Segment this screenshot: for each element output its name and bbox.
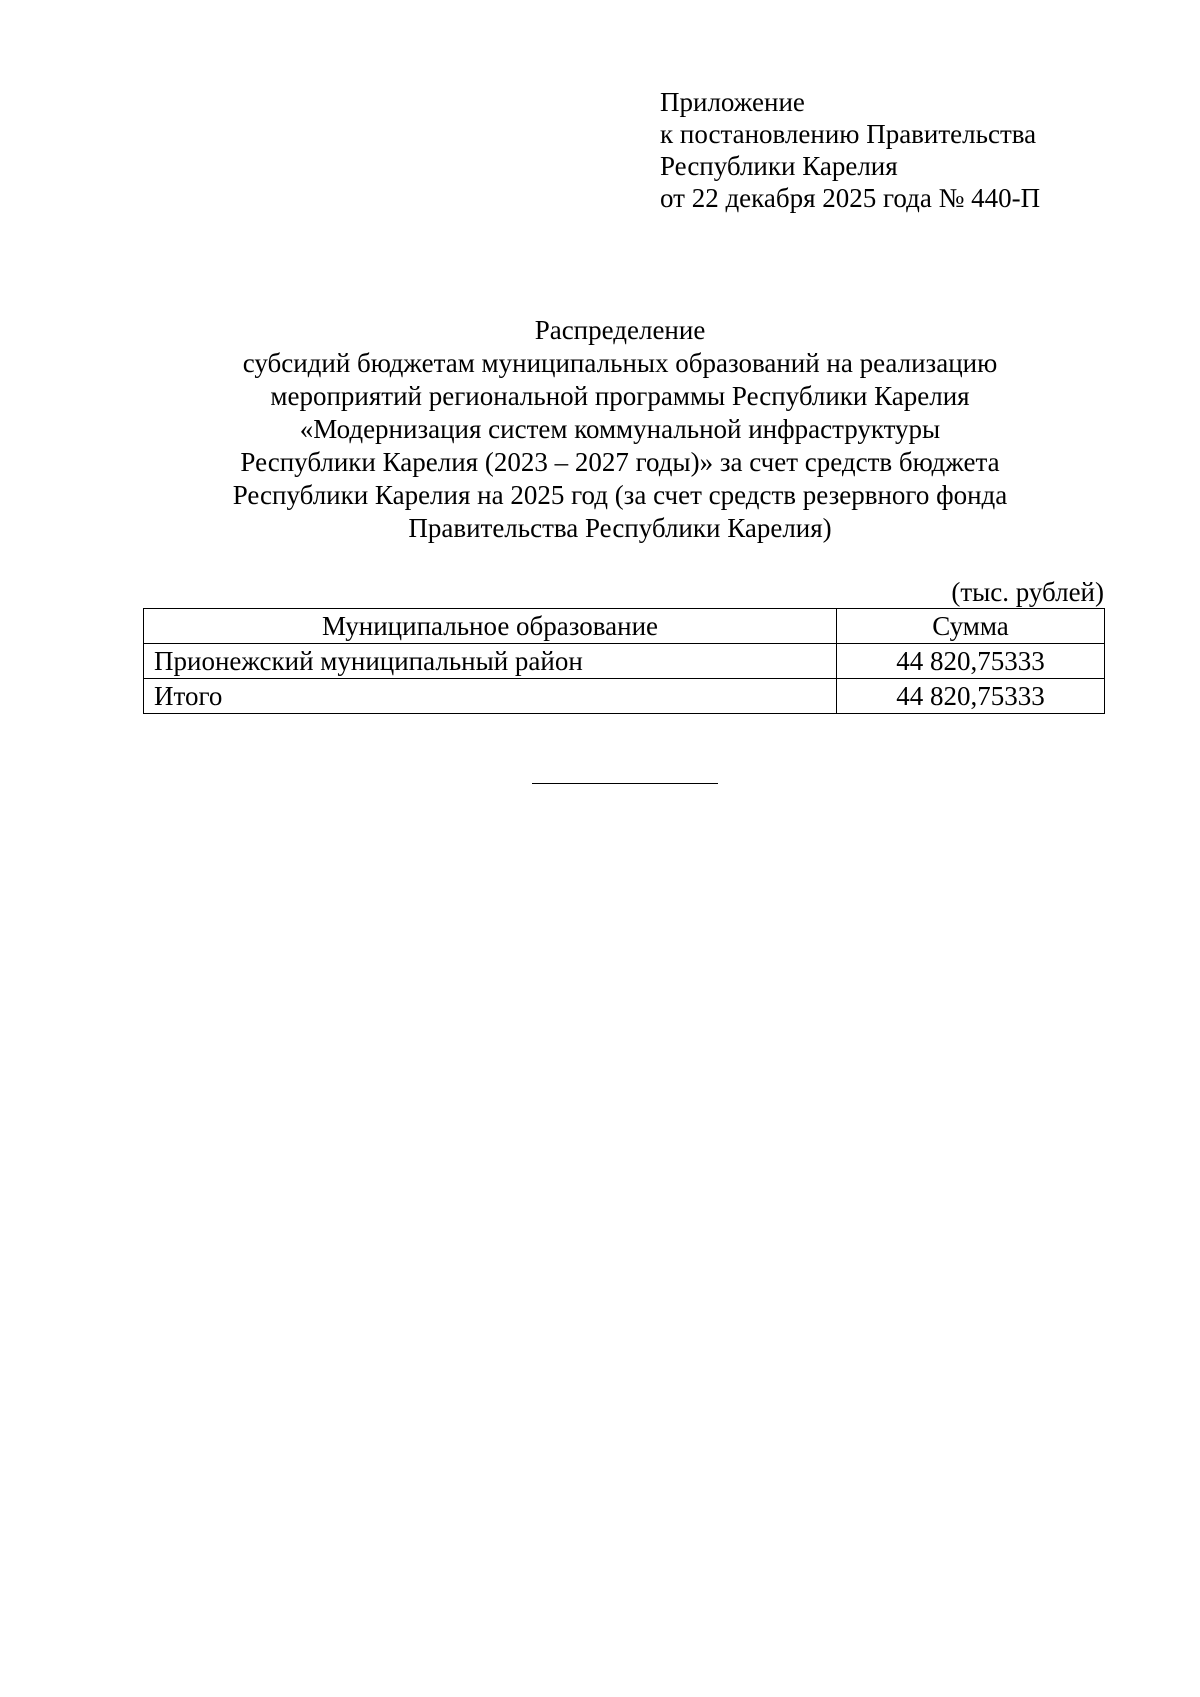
title-line: Правительства Республики Карелия): [408, 513, 832, 543]
appendix-date-number: от 22 декабря 2025 года № 440-П: [660, 183, 1041, 213]
header-amount: Сумма: [837, 609, 1105, 644]
table-header-row: [144, 609, 1105, 644]
end-divider: [532, 783, 718, 784]
table-row: [144, 644, 1105, 679]
row-municipality: Прионежский муниципальный район: [144, 644, 837, 679]
units-label: (тыс. рублей): [951, 577, 1104, 607]
appendix-label: Приложение: [660, 87, 805, 117]
header-municipality: Муниципальное образование: [144, 609, 837, 644]
appendix-block: [660, 86, 1040, 214]
row-amount: 44 820,75333: [837, 644, 1105, 679]
title-line: Распределение: [534, 315, 706, 345]
appendix-republic: Республики Карелия: [660, 151, 898, 181]
appendix-resolution: к постановлению Правительства: [660, 119, 1037, 149]
document-title: [150, 314, 1090, 545]
total-amount: 44 820,75333: [837, 679, 1105, 714]
title-line: «Модернизация систем коммунальной инфраструктуры: [299, 414, 941, 444]
title-line: мероприятий региональной программы Республики Карелия: [270, 381, 970, 411]
total-label: Итого: [144, 679, 837, 714]
distribution-table: [143, 608, 1105, 714]
table-total-row: [144, 679, 1105, 714]
title-line: субсидий бюджетам муниципальных образований на реализацию: [242, 348, 998, 378]
title-line: Республики Карелия (2023 – 2027 годы)» за счет средств бюджета: [240, 447, 1000, 477]
title-line: Республики Карелия на 2025 год (за счет средств резервного фонда: [232, 480, 1008, 510]
